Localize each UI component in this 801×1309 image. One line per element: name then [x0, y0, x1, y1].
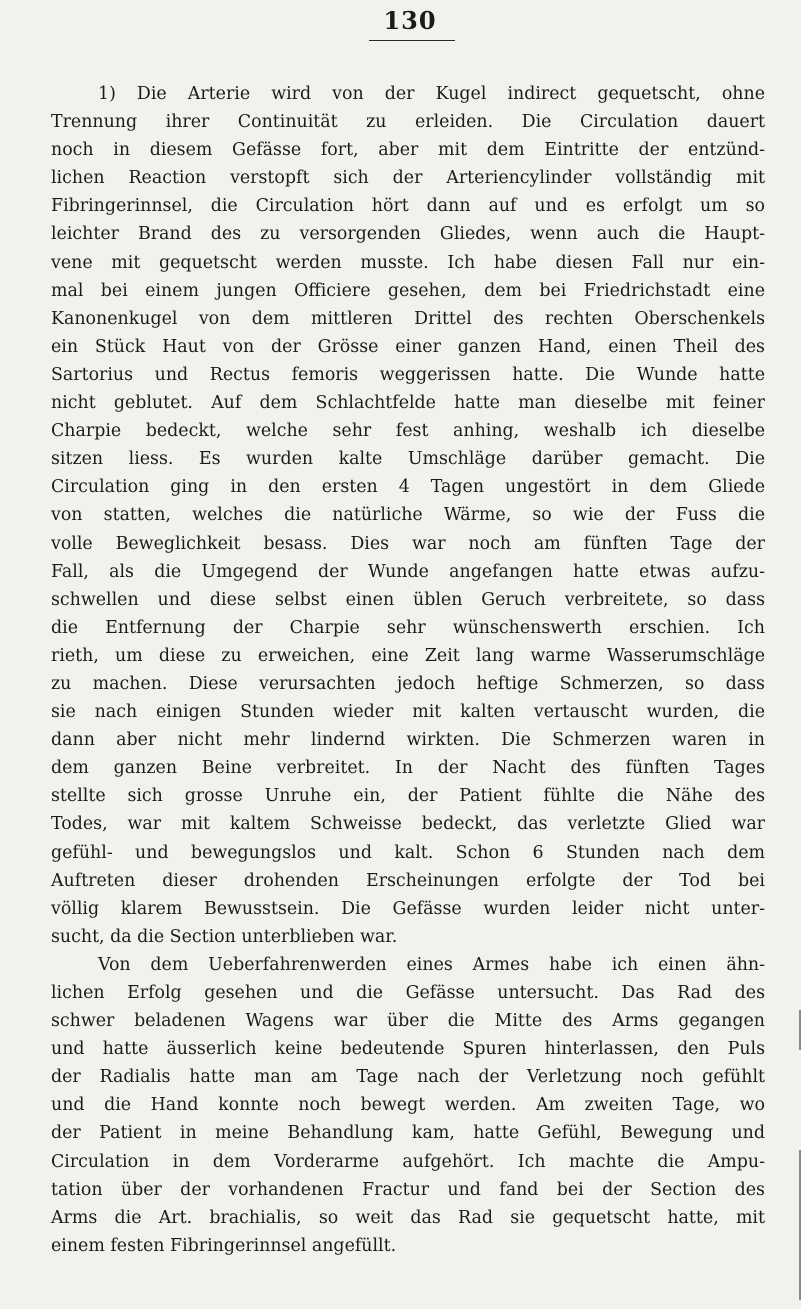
- text-line: völlig klarem Bewusstsein. Die Gefässe wurden leider nicht unter-: [51, 898, 765, 919]
- text-line: die Entfernung der Charpie sehr wünschenswerth erschien. Ich: [51, 617, 765, 638]
- text-line: Arms die Art. brachialis, so weit das Rad sie gequetscht hatte, mit: [51, 1207, 765, 1228]
- text-line: rieth, um diese zu erweichen, eine Zeit lang warme Wasserumschläge: [51, 645, 765, 666]
- text-line: vene mit gequetscht werden musste. Ich habe diesen Fall nur ein-: [51, 252, 765, 273]
- text-line: der Patient in meine Behandlung kam, hatte Gefühl, Bewegung und: [51, 1123, 765, 1144]
- text-line: schwer beladenen Wagens war über die Mitte des Arms gegangen: [51, 1011, 765, 1032]
- text-line: nicht geblutet. Auf dem Schlachtfelde hatte man dieselbe mit feiner: [51, 393, 765, 414]
- text-line: dann aber nicht mehr lindernd wirkten. Die Schmerzen waren in: [51, 730, 765, 751]
- text-line: mal bei einem jungen Officiere gesehen, dem bei Friedrichstadt eine: [51, 280, 765, 301]
- text-line: Fall, als die Umgegend der Wunde angefangen hatte etwas aufzu-: [51, 561, 765, 582]
- text-line: zu machen. Diese verursachten jedoch heftige Schmerzen, so dass: [51, 673, 765, 694]
- text-line: Charpie bedeckt, welche sehr fest anhing, weshalb ich dieselbe: [51, 421, 765, 442]
- page-number: 130: [383, 6, 437, 35]
- text-line: Circulation in dem Vorderarme aufgehört. Ich machte die Ampu-: [51, 1151, 765, 1172]
- text-line: tation über der vorhandenen Fractur und fand bei der Section des: [51, 1179, 765, 1200]
- body-text: [51, 80, 765, 1260]
- text-line: noch in diesem Gefässe fort, aber mit dem Eintritte der entzünd-: [51, 140, 765, 161]
- text-line: lichen Erfolg gesehen und die Gefässe untersucht. Das Rad des: [51, 983, 765, 1003]
- text-line: Todes, war mit kaltem Schweisse bedeckt, das verletzte Glied war: [51, 814, 765, 835]
- header-rule: [369, 40, 455, 41]
- text-line: leichter Brand des zu versorgenden Gliedes, wenn auch die Haupt-: [51, 224, 765, 245]
- text-line: Von dem Ueberfahrenwerden eines Armes habe ich einen ähn-: [98, 954, 765, 975]
- text-line: und hatte äusserlich keine bedeutende Spuren hinterlassen, den Puls: [51, 1039, 765, 1060]
- text-line: Sartorius und Rectus femoris weggerissen hatte. Die Wunde hatte: [51, 364, 765, 385]
- text-line: Kanonenkugel von dem mittleren Drittel des rechten Oberschenkels: [51, 308, 765, 329]
- text-line: volle Beweglichkeit besass. Dies war noch am fünften Tage der: [51, 533, 765, 554]
- text-line: von statten, welches die natürliche Wärme, so wie der Fuss die: [51, 505, 765, 526]
- text-line: stellte sich grosse Unruhe ein, der Patient fühlte die Nähe des: [51, 786, 765, 807]
- text-line: gefühl- und bewegungslos und kalt. Schon 6 Stunden nach dem: [51, 842, 765, 863]
- text-line: lichen Reaction verstopft sich der Arteriencylinder vollständig mit: [51, 168, 765, 189]
- text-line: sucht, da die Section unterblieben war.: [51, 926, 398, 947]
- text-line: schwellen und diese selbst einen üblen Geruch verbreitete, so dass: [51, 589, 765, 610]
- text-line: Trennung ihrer Continuität zu erleiden. Die Circulation dauert: [51, 112, 765, 133]
- text-line: sie nach einigen Stunden wieder mit kalten vertauscht wurden, die: [51, 702, 765, 723]
- text-line: der Radialis hatte man am Tage nach der Verletzung noch gefühlt: [51, 1067, 765, 1088]
- text-line: ein Stück Haut von der Grösse einer ganzen Hand, einen Theil des: [51, 336, 765, 357]
- text-line: sitzen liess. Es wurden kalte Umschläge darüber gemacht. Die: [51, 449, 765, 470]
- text-line: und die Hand konnte noch bewegt werden. Am zweiten Tage, wo: [51, 1095, 765, 1116]
- text-line: einem festen Fibringerinnsel angefüllt.: [51, 1235, 397, 1256]
- text-line: 1) Die Arterie wird von der Kugel indirect gequetscht, ohne: [98, 84, 765, 104]
- text-line: dem ganzen Beine verbreitet. In der Nacht des fünften Tages: [51, 758, 765, 779]
- text-line: Auftreten dieser drohenden Erscheinungen erfolgte der Tod bei: [51, 870, 765, 891]
- text-line: Circulation ging in den ersten 4 Tagen ungestört in dem Gliede: [51, 477, 765, 498]
- text-line: Fibringerinnsel, die Circulation hört dann auf und es erfolgt um so: [51, 196, 765, 217]
